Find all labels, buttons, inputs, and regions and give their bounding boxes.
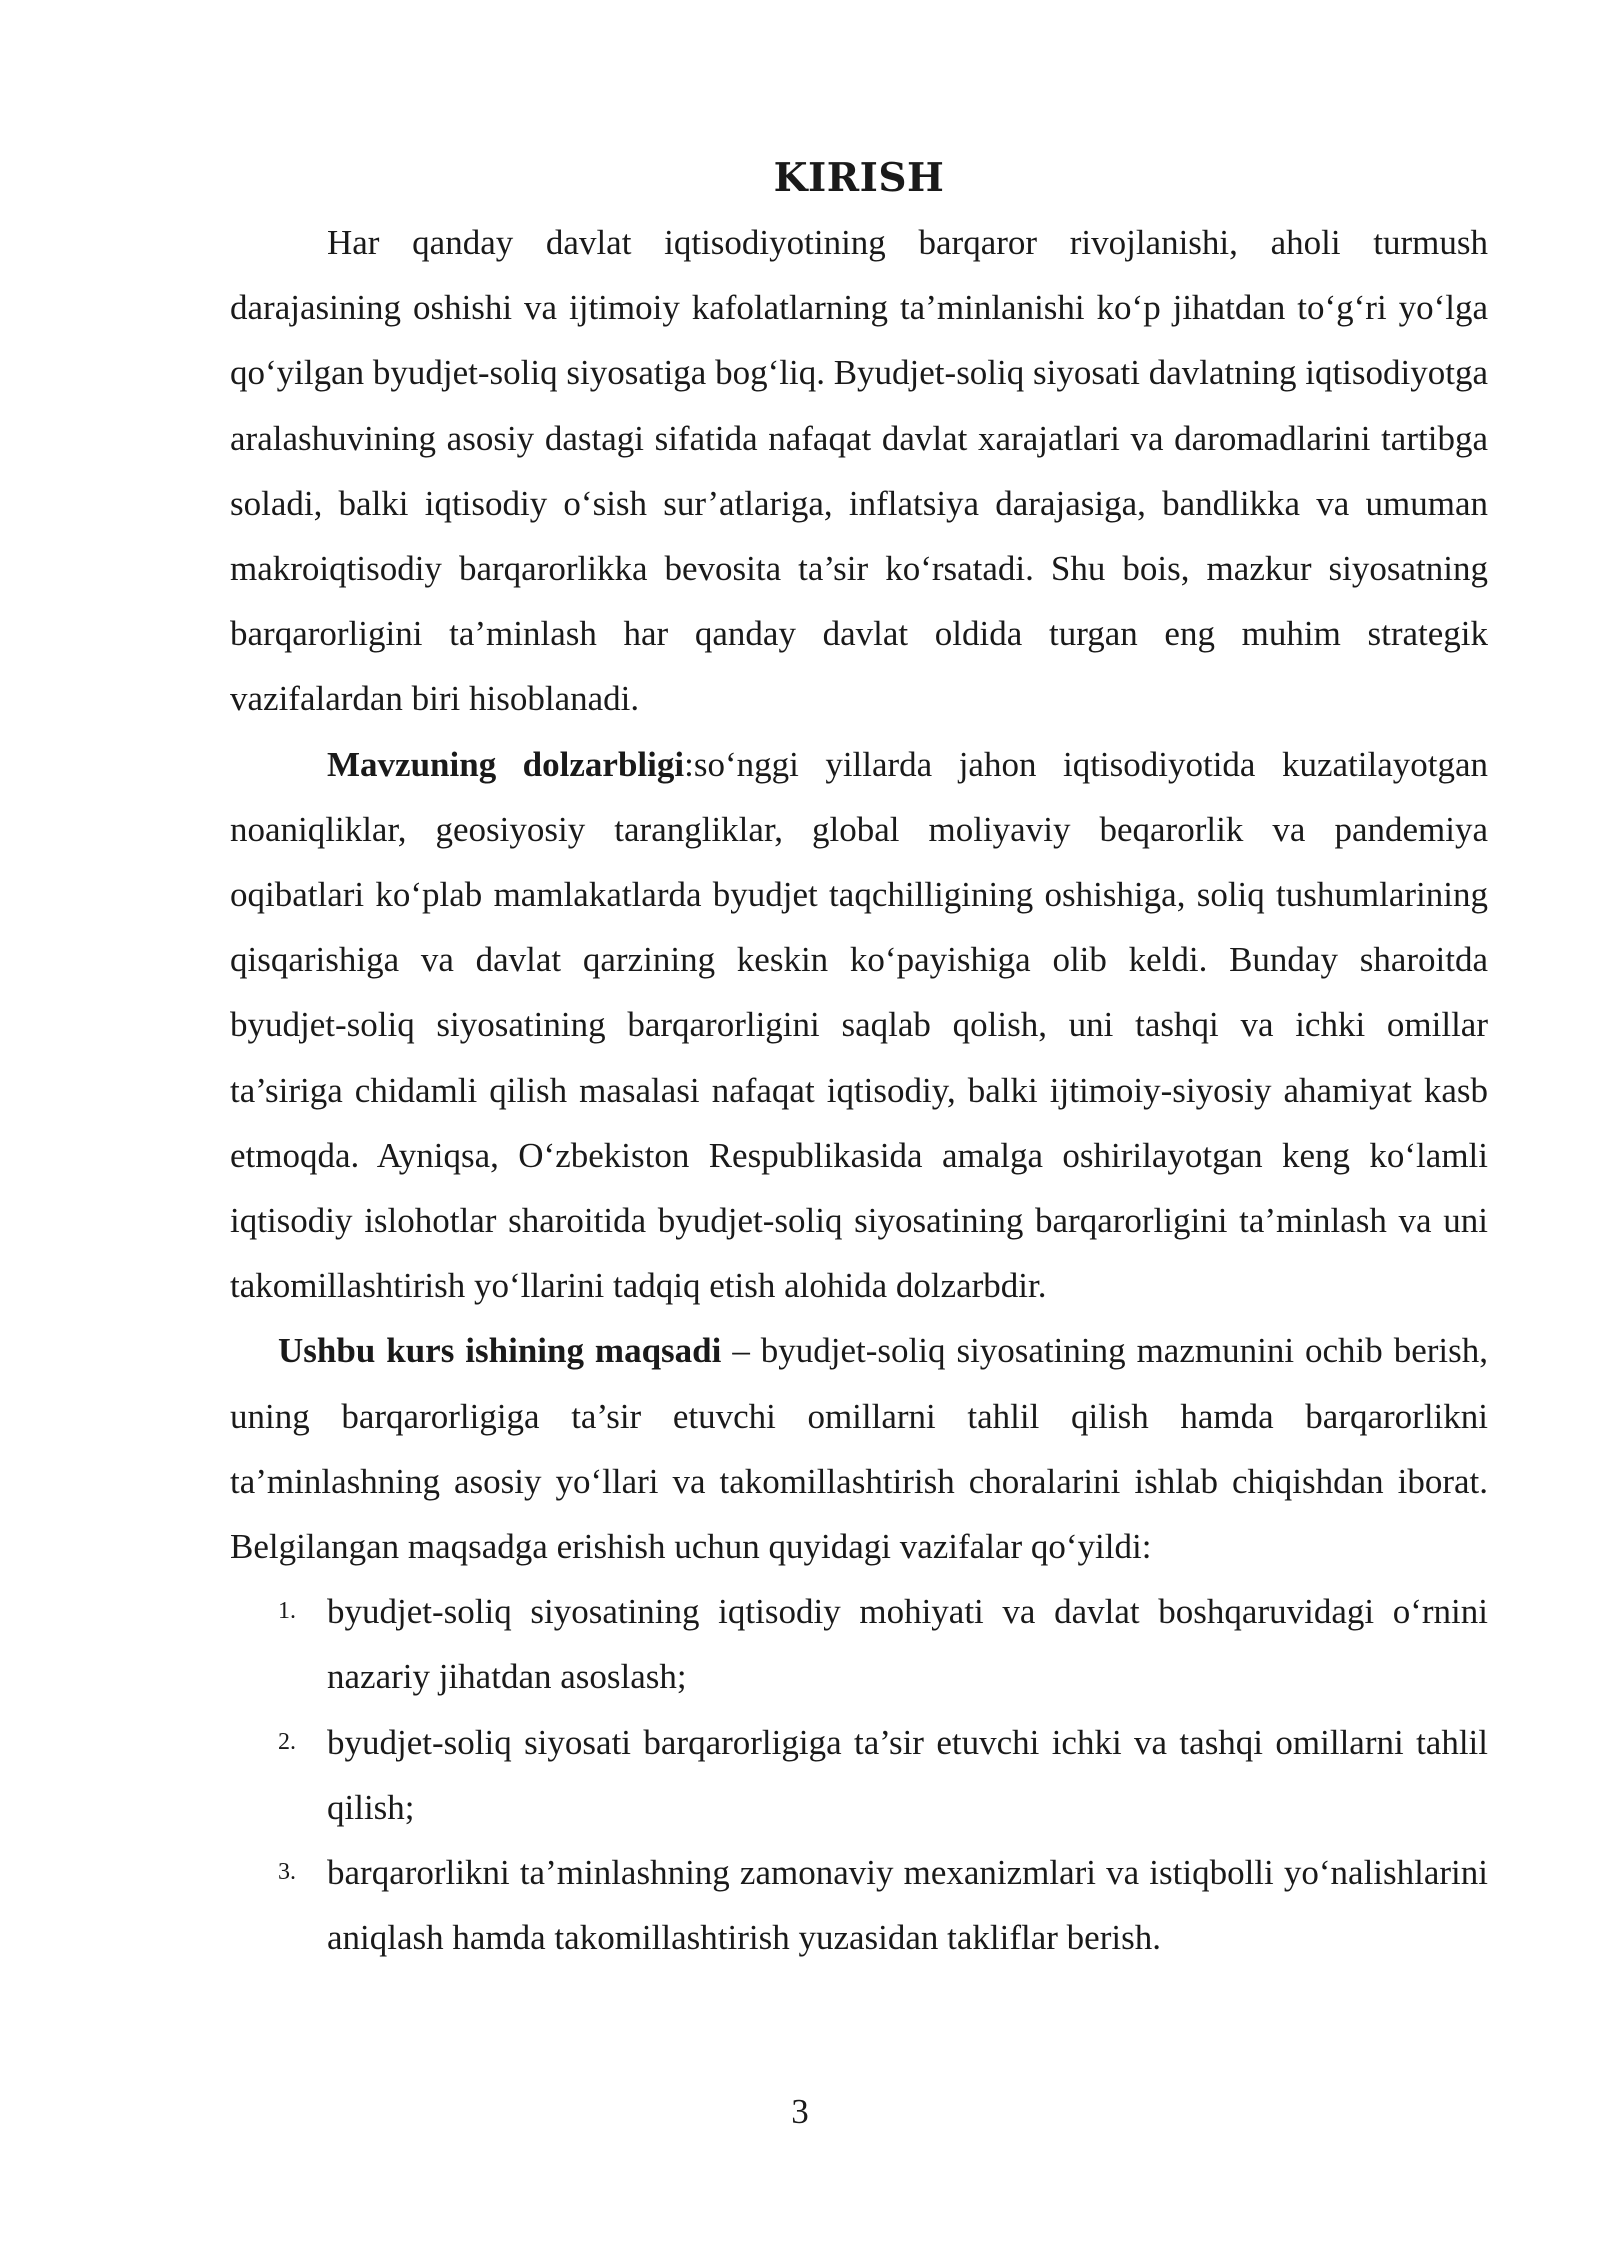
goal-paragraph [230,1318,1488,1579]
page-number: 3 [791,2092,809,2131]
list-item-number: 3. [278,1859,296,1886]
list-item [230,1579,1488,1709]
list-item-text: byudjet-soliq siyosati barqarorligiga ta’sir etuvchi ichki va tashqi omillarni tahlil qilish; [327,1722,1488,1827]
list-item-number: 2. [278,1728,296,1755]
relevance-paragraph [230,732,1488,1319]
goal-label: Ushbu kurs ishining maqsadi [278,1331,722,1371]
list-item [230,1840,1488,1970]
task-list [230,1579,1488,1970]
section-title: KIRISH [773,155,945,201]
list-item-text: barqarorlikni ta’minlashning zamonaviy mexanizmlari va istiqbolli yo‘nalishlarini aniqlash hamda takomillashtirish yuzasidan takliflar berish. [327,1853,1488,1958]
list-item-number: 1. [278,1598,296,1625]
relevance-label: Mavzuning dolzarbligi [327,744,685,784]
document-page [230,150,1488,1970]
list-item [230,1710,1488,1840]
goal-text: – byudjet-soliq siyosatining mazmunini ochib berish, uning barqarorligiga ta’sir etuvchi omillarni tahlil qilish hamda barqarorlikni ta’minlashning asosiy yo‘llari va takomillashtirish choralarini ishlab chiqishdan iborat. Belgilangan maqsadga erishish uchun quyidagi vazifalar qo‘yildi: [230,1331,1489,1567]
list-item-text: byudjet-soliq siyosatining iqtisodiy mohiyati va davlat boshqaruvidagi o‘rnini nazariy jihatdan asoslash; [327,1592,1488,1697]
intro-paragraph: Har qanday davlat iqtisodiyotining barqaror rivojlanishi, aholi turmush darajasining oshishi va ijtimoiy kafolatlarning ta’minlanishi ko‘p jihatdan to‘g‘ri yo‘lga qo‘yilgan byudjet-soliq siyosatiga bog‘liq. Byudjet-soliq siyosati davlatning iqtisodiyotga aralashuvining asosiy dastagi sifatida nafaqat davlat xarajatlari va daromadlarini tartibga soladi, balki iqtisodiy o‘sish sur’atlariga, inflatsiya darajasiga, bandlikka va umuman makroiqtisodiy barqarorlikka bevosita ta’sir ko‘rsatadi. Shu bois, mazkur siyosatning barqarorligini ta’minlash har qanday davlat oldida turgan eng muhim strategik vazifalardan biri hisoblanadi. [230,223,1488,719]
relevance-text: :so‘nggi yillarda jahon iqtisodiyotida kuzatilayotgan noaniqliklar, geosiyosiy tarangliklar, global moliyaviy beqarorlik va pandemiya oqibatlari ko‘plab mamlakatlarda byudjet taqchilligining oshishiga, soliq tushumlarining qisqarishiga va davlat qarzining keskin ko‘payishiga olib keldi. Bunday sharoitda byudjet-soliq siyosatining barqarorligini saqlab qolish, uni tashqi va ichki omillar ta’siriga chidamli qilish masalasi nafaqat iqtisodiy, balki ijtimoiy-siyosiy ahamiyat kasb etmoqda. Ayniqsa, O‘zbekiston Respublikasida amalga oshirilayotgan keng ko‘lamli iqtisodiy islohotlar sharoitida byudjet-soliq siyosatining barqarorligini ta’minlash va uni takomillashtirish yo‘llarini tadqiq etish alohida dolzarbdir. [230,744,1488,1306]
